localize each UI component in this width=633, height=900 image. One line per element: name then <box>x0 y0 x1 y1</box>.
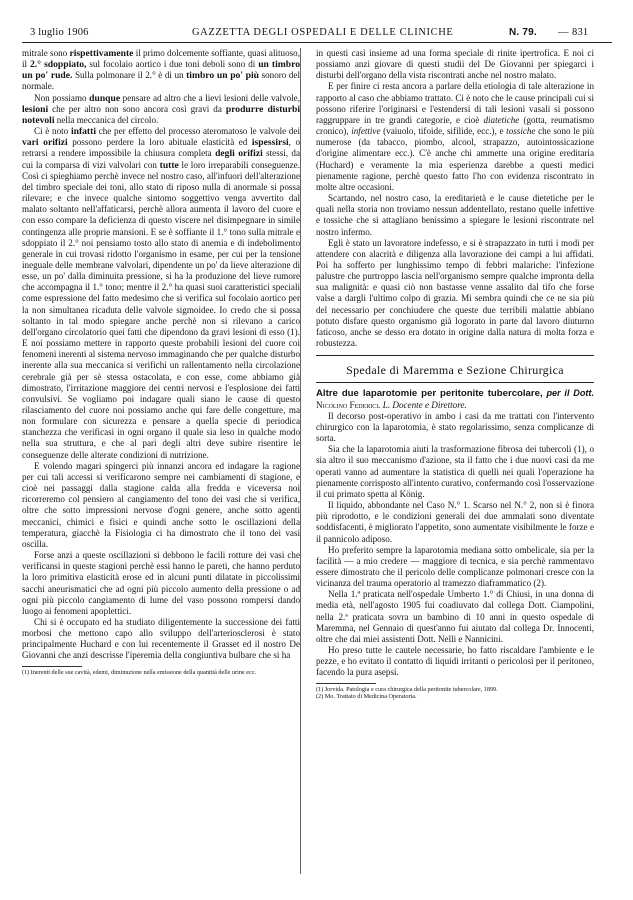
column-divider <box>300 48 301 874</box>
left-paragraph-6: Chi si è occupato ed ha studiato diligentemente la successione dei fatti morbosi che mettono capo allo sviluppo dell'arteriosclerosi è stato principalmente Huchard e con lui recentemente il Grasset ed il nostro De Giovanni che anzi descrisse l'iperemia della congiuntiva bulbare che si ha <box>22 616 300 661</box>
left-column <box>22 48 300 676</box>
article-author-prefix: per il Dott. <box>542 388 594 399</box>
right-footnote-2: (2) Mo. Trattato di Medicina Operatoria. <box>316 692 417 700</box>
right-paragraph-4: Egli è stato un lavoratore indefesso, e si è strapazzato in tutti i modi per attendere con alacrità e diligenza alla lavorazione dei campi a lui affidati. Poi ha sofferto per lunghissimo tempo di febbri malariche: l'infezione palustre che purtroppo lascia nell'organismo sempre qualche impronta della sua malignità: e quasi ciò non bastasse venne assalito dal tifo che forse valse a dargli l'ultimo colpo di grazia. Mi sembra quindi che ce ne sia più del necessario per conchiudere che queste due terribili malattie abbiano potuto disfare questo organismo già logorato in parte dal lavoro diuturno faticoso, anche se desso era dotato in origine dalla natura di molta forza e robustezza. <box>316 237 594 349</box>
page-number: 831 <box>572 27 589 38</box>
right-paragraph-7: Il liquido, abbondante nel Caso N.° 1. Scarso nel N.° 2, non si è finora più riprodotto, e le condizioni generali dei due ammalati sono diventate soddisfacenti, è migliorato l'appetito, sono aumentate visibilmente le forze e il pannicolo adiposo. <box>316 500 594 544</box>
header-dash: — <box>558 27 569 38</box>
right-footnote-1: (1) Jorvida. Patologia e cura chirurgica della peritonite tubercolare, 1899. <box>316 685 498 693</box>
right-paragraph-5: Il decorso post-operativo in ambo i casi da me trattati con l'intervento chirurgico con la laparotomia, è stato regolarissimo, senza complicanze di sorta. <box>316 410 594 444</box>
section-rule-bottom <box>316 382 594 383</box>
journal-title: GAZZETTA DEGLI OSPEDALI E DELLE CLINICHE <box>192 27 454 38</box>
section-heading: Spedale di Maremma e Sezione Chirurgica <box>346 363 564 378</box>
right-paragraph-1: in questi casi insieme ad una forma speciale di rinite ipertrofica. E noi ci possiamo anzi giovare di questi studii del De Giovanni per spiegarci i disturbi dell'organo della vista riscontrati anche nel nostro malato. <box>316 48 594 81</box>
left-paragraph-5: Forse anzi a queste oscillazioni si debbono le facili rotture dei vasi che verificansi in queste stagioni perchè essi hanno le pareti, che hanno perduto la loro primitiva elasticità erose ed in alcuni punti dilatate in piccolissimi sacchi aneurismatici che ad ogni più piccolo aumento della pressione o ad ogni più piccolo cangiamento di lume del vaso possono rompersi dando luogo ai fenomeni apoplettici. <box>22 550 300 616</box>
issue-number: N. 79. <box>509 27 537 38</box>
right-paragraph-10: Ho preso tutte le cautele necessarie, ho fatto riscaldare l'ambiente e le pezze, e ho evitato il contatto di liquidi irritanti o pericolosi per il peritoneo, facendo la pura asepsi. <box>316 645 594 678</box>
left-footnote-rule <box>22 666 82 667</box>
article-author-role: . L. Docente e Direttore. <box>378 399 467 410</box>
header-rule <box>22 42 612 43</box>
right-paragraph-9: Nella 1.ª praticata nell'ospedale Umberto 1.° di Chiusi, in una donna di media età, nell'agosto 1905 fui coadiuvato dal collega Dott. Ciampolini, nella 2.ª praticata sovra un bambino di 10 anni in questo ospedale di Maremma, nel Gennaio di quest'anno fui aiutato dal collega Dr. Innocenti, oltre che dai miei assistenti Dott. Nelli e Nannicini. <box>316 589 594 644</box>
left-paragraph-3: Ci è noto infatti che per effetto del processo ateromatoso le valvole dei vari orifizi possono perdere la loro abituale elasticità ed ispessirsi, o retrarsi a rendere impossibile la chiusura completa degli orifizi stessi, da cui la comparsa di vizi valvolari con tutte le loro irreparabili conseguenze. Così ci spieghiamo perchè invece nel nostro caso, all'infuori dell'alterazione del timbro speciale dei toni, allo stato di riposo nulla di anormale si possa rilevare; e che invece qualche sintomo soggettivo venga avvertito dal malato soltanto nell'affaticarsi, perchè allora aumenta il lavoro del cuore e con esso compare la deficienza di questo viscere nel disimpegnare in simile contingenza alle proprie mansioni. E se è soffiante il 1.° tono sulla mitrale e sdoppiato il 2.° noi pensiamo tosto allo stato di anemia e di indebolimento generale in cui trovasi ridotto l'organismo in esame, per cui per la tensione ineguale delle membrane valvolari, dipendente un po' da lieve alterazione di esse, un po' dalla diminuita pressione, si ha la produzione del lieve rumore che accompagna il 1.° tono; mentre il 2.° ha quasi suoi caratteristici speciali come espressione del fatto medesimo che si verifica sul focolaio aortico per la non simultanea ricaduta delle valvole sigmoidee. Io credo che si possa soltanto in tal modo spiegare anche perchè non si rilevano a carico dell'organo circolatorio quei fatti che dipendono da gravi lesioni di esso (1). E noi possiamo mettere in rapporto queste probabili lesioni del cuore coi fenomeni inerenti al sistema nervoso immaginando che per qualche disturbo inerente alla sua meccanica si verifichi un rallentamento nella circolazione cerebrale già per sè stessa ostacolata, e con esse, come abbiamo già dimostrato, l'irritazione maggiore dei centri nervosi e l'esplosione dei fatti convulsivi. Se vogliamo poi indagare quali siano le cause di questo rilasciamento del cuore noi possiamo anche qui fare delle congetture, ma non formulare con sicurezza e pensare a quella specie di periodica stanchezza che verificasi in ogni organo il quale sia leso in qualche modo nella sua struttura, e che al pari degli altri deve subire risentire le conseguenze delle alterate condizioni di nutrizione. <box>22 126 301 460</box>
article-author-name: Nicolino Federici <box>316 399 379 410</box>
left-paragraph-2: Non possiamo dunque pensare ad altro che a lievi lesioni delle valvole, lesioni che per altro non sono ancora così gravi da produrre disturbi notevoli nella meccanica del circolo. <box>22 92 300 126</box>
right-paragraph-8: Ho preferito sempre la laparotomia mediana sotto ombelicale, sia per la facilità — a mio credere — maggiore di tecnica, e sia perchè rammentavo essere dimostrato che il pericolo delle complicanze polmonari cresce con la vicinanza del trauma operatorio al tramezzo diaframmatico (2). <box>316 544 594 589</box>
right-paragraph-6: Sia che la laparotomia aiuti la trasformazione fibrosa dei tubercoli (1), o sia altro il suo meccanismo d'azione, sta il fatto che i due nuovi casi da me operati vanno ad aumentare la statistica di quelli nei quali l'operazione ha pienamente corrisposto all'intento curativo, confermando così l'osservazione il cui primato spetta al König. <box>316 444 594 499</box>
right-column <box>316 48 594 700</box>
right-paragraph-3: Scartando, nel nostro caso, la ereditarietà e le cause dietetiche per le quali nella storia non troviamo nessun addentellato, restano quelle infettive e tossiche che si attagliano benissimo a spiegare le lesioni riscontrate nel nostro infermo. <box>316 193 594 237</box>
left-paragraph-4: E volendo magari spingerci più innanzi ancora ed indagare la ragione per cui tali accessi si verificarono sempre nei cambiamenti di stagione, e cioè nei passaggi dalla stagione calda alla fredda e viceversa noi ricorreremo col pensiero al cangiamento del tono dei vasi che si verifica, oltre che sotto impressioni nervose d'ogni genere, anche sotto agenti meccanici, chimici e fisici e quindi anche sotto le oscillazioni della temperatura, giacchè la Fisiologia ci ha dimostrato che il tono dei vasi oscilla. <box>22 460 300 549</box>
right-paragraph-2: E per finire ci resta ancora a parlare della etiologia di tale alterazione in rapporto al caso che abbiamo trattato. Ci è noto che le cause principali cui si possono riferire l'originarsi e l'estendersi di tali lesioni vasali si possono raggruppare in tre grandi categorie, e cioè diatetiche (gotta, reumatismo cronico), infettive (vaiuolo, tifoide, sifilide, ecc.), e tossiche che sono le più numerose (da tabacco, piombo, alcool, strapazzo, autointossicazione d'origine alimentare ecc.). C'è anche chi ammette una origine ereditaria (Huchard) e veramente la mia esperienza darebbe a questi medici pienamente ragione, perchè questo fatto l'ho con evidenza riscontrato in molte altre occasioni. <box>316 81 595 192</box>
article-title: Altre due laparotomie per peritonite tubercolare, per il Dott. Nicolino Federici. L. Docente e Direttore. <box>316 388 594 410</box>
left-footnote-1: (1) Inerenti delle sue cavità, edemi, diminuzione nella emissione della quantità delle urine ecc. <box>22 668 257 676</box>
running-header <box>22 26 612 40</box>
left-paragraph-1: mitrale sono rispettivamente il primo dolcemente soffiante, quasi alituoso, il 2.° sdoppiato, sul focolaio aortico i due toni deboli sono di un timbro un po' rude. Sulla polmonare il 2.° è di un timbro un po' più sonoro del normale. <box>22 48 300 92</box>
right-footnote-rule <box>316 683 376 684</box>
issue-date: 3 luglio 1906 <box>30 27 89 38</box>
